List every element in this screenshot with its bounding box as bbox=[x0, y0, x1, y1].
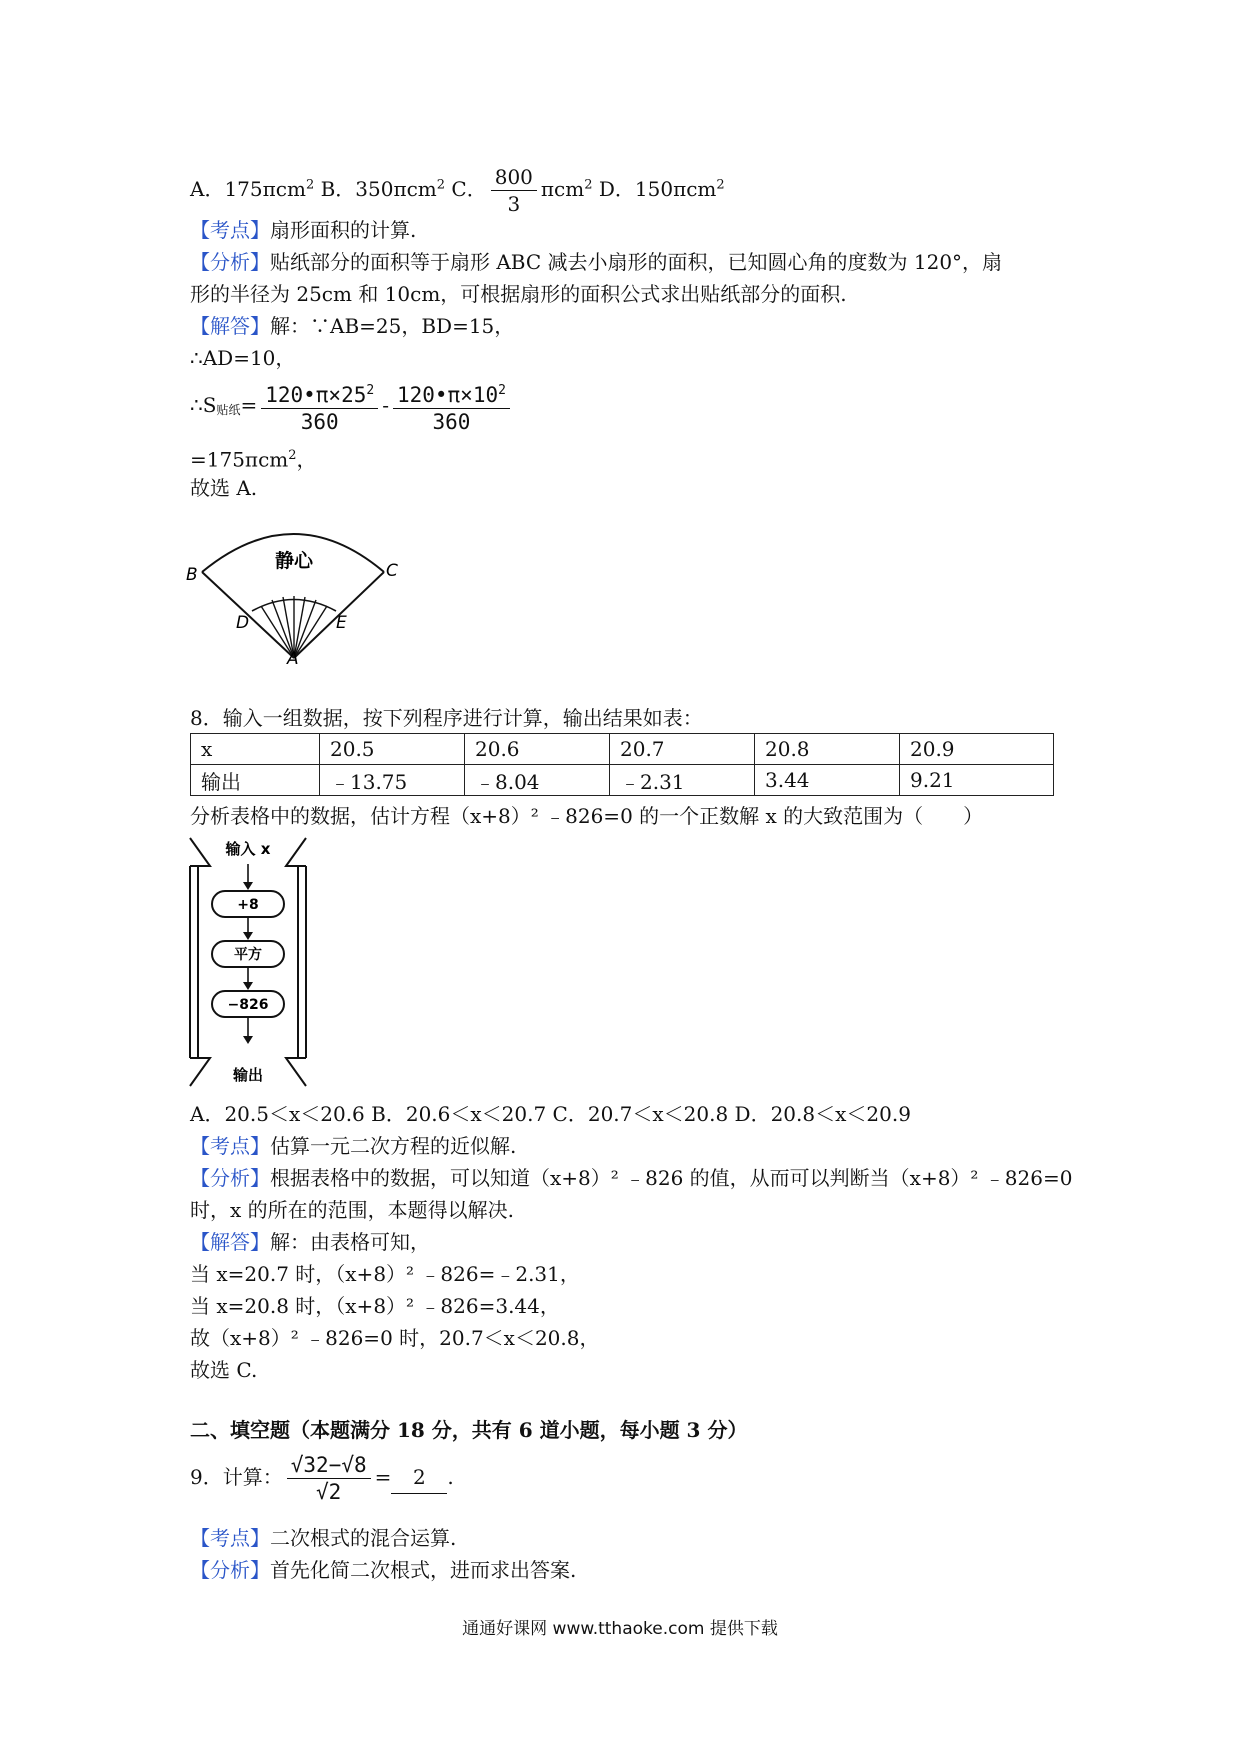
table-cell: x bbox=[191, 734, 320, 765]
fan-text: 静心 bbox=[274, 550, 314, 572]
flow-input: 输入 x bbox=[225, 840, 271, 858]
q7-kaodian: 【考点】扇形面积的计算. bbox=[190, 218, 417, 242]
q7-step2-formula: ∴S贴纸= $\frac{120•\pi\times 25^2}{360}$ - $\frac{120•\pi\times 10^2}{360}$ bbox=[190, 378, 514, 435]
label-d: D bbox=[236, 613, 250, 633]
q8-data-table bbox=[190, 733, 1054, 796]
label-a: A bbox=[287, 649, 299, 665]
q8-fenxi-line2: 时，x 的所在的范围，本题得以解决. bbox=[190, 1198, 514, 1222]
fraction-1: $\frac{120•\pi\times 25^2}{360}$ bbox=[261, 378, 378, 435]
table-cell: 20.5 bbox=[320, 734, 465, 765]
table-cell: 20.6 bbox=[465, 734, 610, 765]
fraction-2: $\frac{120•\pi\times 10^2}{360}$ bbox=[393, 378, 510, 435]
flow-output: 输出 bbox=[232, 1066, 264, 1084]
q8-fenxi-line1: 【分析】根据表格中的数据，可以知道（x+8）² ﹣826 的值，从而可以判断当（x+8）² ﹣826=0 bbox=[190, 1166, 1073, 1190]
table-cell: 20.9 bbox=[900, 734, 1054, 765]
q9-fenxi: 【分析】首先化简二次根式，进而求出答案. bbox=[190, 1558, 577, 1582]
label-e: E bbox=[336, 613, 347, 633]
q8-options: A．20.5＜x＜20.6 B．20.6＜x＜20.7 C．20.7＜x＜20.8 D．20.8＜x＜20.9 bbox=[190, 1102, 911, 1126]
q9-fraction: $\frac{√32-√8}{√2}$ bbox=[287, 1452, 371, 1505]
flow-step-subtract: −826 bbox=[227, 997, 269, 1013]
label-b: B bbox=[186, 565, 198, 585]
q8-flowchart bbox=[188, 836, 318, 1088]
table-cell: ﹣13.75 bbox=[320, 765, 465, 796]
section-title: 二、填空题（本题满分 18 分，共有 6 道小题，每小题 3 分） bbox=[190, 1418, 748, 1442]
label-c: C bbox=[386, 561, 398, 581]
q8-line2: 当 x=20.8 时，（x+8）² ﹣826=3.44， bbox=[190, 1294, 560, 1318]
q7-jieda: 【解答】解：∵AB=25，BD=15， bbox=[190, 314, 515, 338]
fan-figure bbox=[186, 510, 406, 665]
table-cell: 20.8 bbox=[755, 734, 900, 765]
q9-kaodian: 【考点】二次根式的混合运算. bbox=[190, 1526, 457, 1550]
table-row bbox=[191, 734, 1054, 765]
table-cell: 3.44 bbox=[755, 765, 900, 796]
table-cell: 9.21 bbox=[900, 765, 1054, 796]
table-cell: ﹣2.31 bbox=[610, 765, 755, 796]
flow-step-add: +8 bbox=[237, 897, 259, 913]
flow-step-square: 平方 bbox=[234, 947, 262, 963]
q8-question: 分析表格中的数据，估计方程（x+8）² ﹣826=0 的一个正数解 x 的大致范围为（ ） bbox=[190, 804, 984, 828]
q7-step1: ∴AD=10， bbox=[190, 346, 296, 370]
q8-choose: 故选 C. bbox=[190, 1358, 258, 1382]
q8-line1: 当 x=20.7 时，（x+8）² ﹣826=﹣2.31， bbox=[190, 1262, 580, 1286]
q7-fenxi-line2: 形的半径为 25cm 和 10cm，可根据扇形的面积公式求出贴纸部分的面积. bbox=[190, 282, 847, 306]
q7-options: A．175πcm$^2$ B．350πcm$^2$ C． $\frac{800}{3}$ πcm$^2$ D．150πcm$^2$ bbox=[190, 165, 725, 216]
table-cell: 20.7 bbox=[610, 734, 755, 765]
footer-text: 通通好课网 www.tthaoke.com 提供下载 bbox=[462, 1619, 778, 1639]
table-row bbox=[191, 765, 1054, 796]
q9-answer: 2 bbox=[391, 1461, 447, 1494]
q8-line3: 故（x+8）² ﹣826=0 时，20.7＜x＜20.8， bbox=[190, 1326, 600, 1350]
q7-choose: 故选 A. bbox=[190, 476, 258, 500]
q8-jieda: 【解答】解：由表格可知， bbox=[190, 1230, 430, 1254]
q8-stem: 8．输入一组数据，按下列程序进行计算，输出结果如表： bbox=[190, 706, 703, 730]
q8-kaodian: 【考点】估算一元二次方程的近似解. bbox=[190, 1134, 517, 1158]
option-c-fraction: $\frac{800}{3}$ bbox=[491, 164, 537, 217]
q7-result: =175πcm$^2$， bbox=[190, 447, 317, 472]
q7-fenxi-line1: 【分析】贴纸部分的面积等于扇形 ABC 减去小扇形的面积，已知圆心角的度数为 120°，扇 bbox=[190, 250, 1003, 274]
q9-problem: 9．计算： $\frac{√32-√8}{√2}$ = 2 . bbox=[190, 1453, 454, 1504]
table-cell: ﹣8.04 bbox=[465, 765, 610, 796]
table-cell: 输出 bbox=[191, 765, 320, 796]
